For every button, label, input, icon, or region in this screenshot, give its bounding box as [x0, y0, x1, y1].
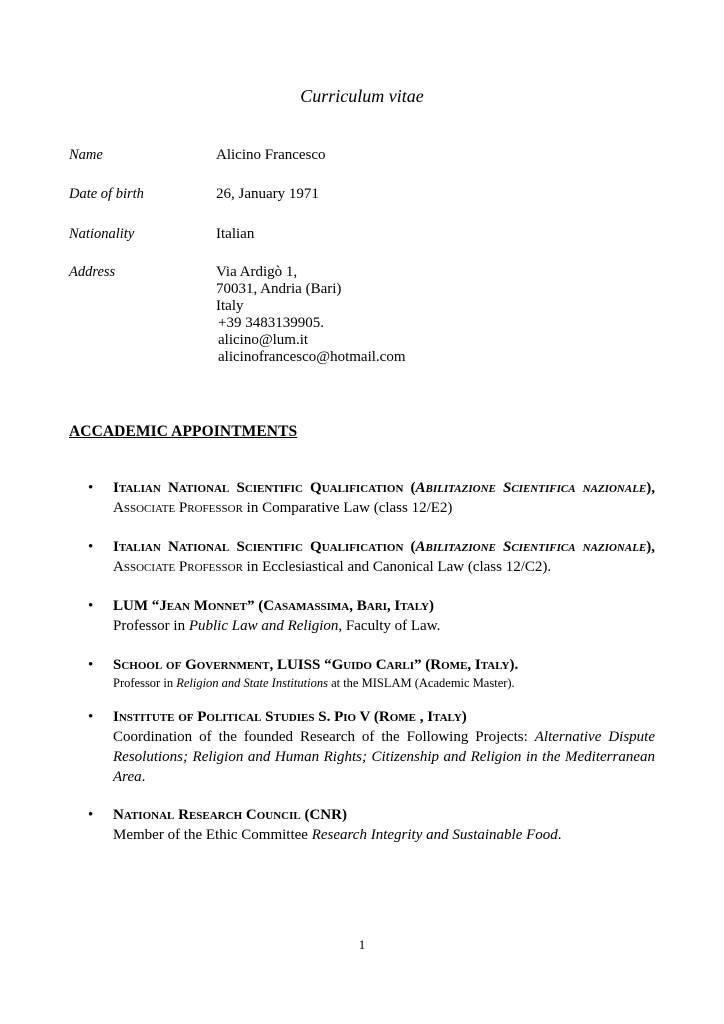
- nationality-label: Nationality: [69, 226, 135, 242]
- appointment-text: [113, 805, 655, 845]
- appointment-description: Professor in Public Law and Religion, Faculty of Law.: [113, 618, 441, 634]
- appointment-text: [113, 596, 655, 636]
- list-item: [88, 596, 655, 636]
- appointment-text: Italian National Scientific Qualification (Abilitazione Scientifica nazionale), Associate Professor in Ecclesiastical and Canonical Law (class 12/C2).: [113, 539, 655, 575]
- appointment-heading: Institute of Political Studies S. Pio V (Rome , Italy): [113, 709, 467, 725]
- address-country: Italy: [216, 298, 244, 314]
- email-personal: alicinofrancesco@hotmail.com: [218, 349, 406, 365]
- bullet-icon: •: [88, 480, 94, 496]
- bullet-icon: •: [88, 539, 94, 555]
- list-item: [88, 707, 655, 787]
- email-work: alicino@lum.it: [218, 332, 309, 348]
- appointment-description: Professor in Religion and State Institutions at the MISLAM (Academic Master).: [113, 676, 515, 690]
- appointment-description: Member of the Ethic Committee Research Integrity and Sustainable Food.: [113, 827, 562, 843]
- address-label: Address: [69, 264, 116, 280]
- list-item: [88, 537, 655, 577]
- dob-label: Date of birth: [69, 186, 144, 202]
- appointment-text: [113, 707, 655, 787]
- appointment-text: [113, 655, 655, 691]
- appointment-heading: National Research Council (CNR): [113, 807, 347, 823]
- appointment-heading: School of Government, LUISS “Guido Carli” (Rome, Italy).: [113, 657, 519, 673]
- bullet-icon: •: [88, 807, 94, 823]
- bullet-icon: •: [88, 709, 94, 725]
- appointment-text: Italian National Scientific Qualification (Abilitazione Scientifica nazionale), Associate Professor in Comparative Law (class 12/E2): [113, 480, 655, 516]
- address-street: Via Ardigò 1,: [216, 264, 298, 280]
- phone-number: +39 3483139905.: [218, 315, 324, 331]
- list-item: [88, 655, 655, 691]
- bullet-icon: •: [88, 657, 94, 673]
- address-block: [216, 264, 406, 366]
- list-item: [88, 805, 655, 845]
- bullet-icon: •: [88, 598, 94, 614]
- nationality-value: Italian: [216, 226, 255, 242]
- page-number: 1: [358, 937, 366, 952]
- dob-value: 26, January 1971: [216, 186, 319, 202]
- name-value: Alicino Francesco: [216, 147, 326, 163]
- list-item: [88, 478, 655, 518]
- address-city: 70031, Andria (Bari): [216, 281, 342, 297]
- appointment-heading: LUM “Jean Monnet” (Casamassima, Bari, Italy): [113, 598, 434, 614]
- document-title: Curriculum vitae: [300, 86, 424, 106]
- section-heading-appointments: ACCADEMIC APPOINTMENTS: [69, 423, 298, 440]
- name-label: Name: [69, 147, 103, 163]
- appointment-description: Coordination of the founded Research of the Following Projects: Alternative Dispute Resolutions; Religion and Human Rights; Citizenship and Religion in the Mediterranean Area.: [113, 729, 655, 785]
